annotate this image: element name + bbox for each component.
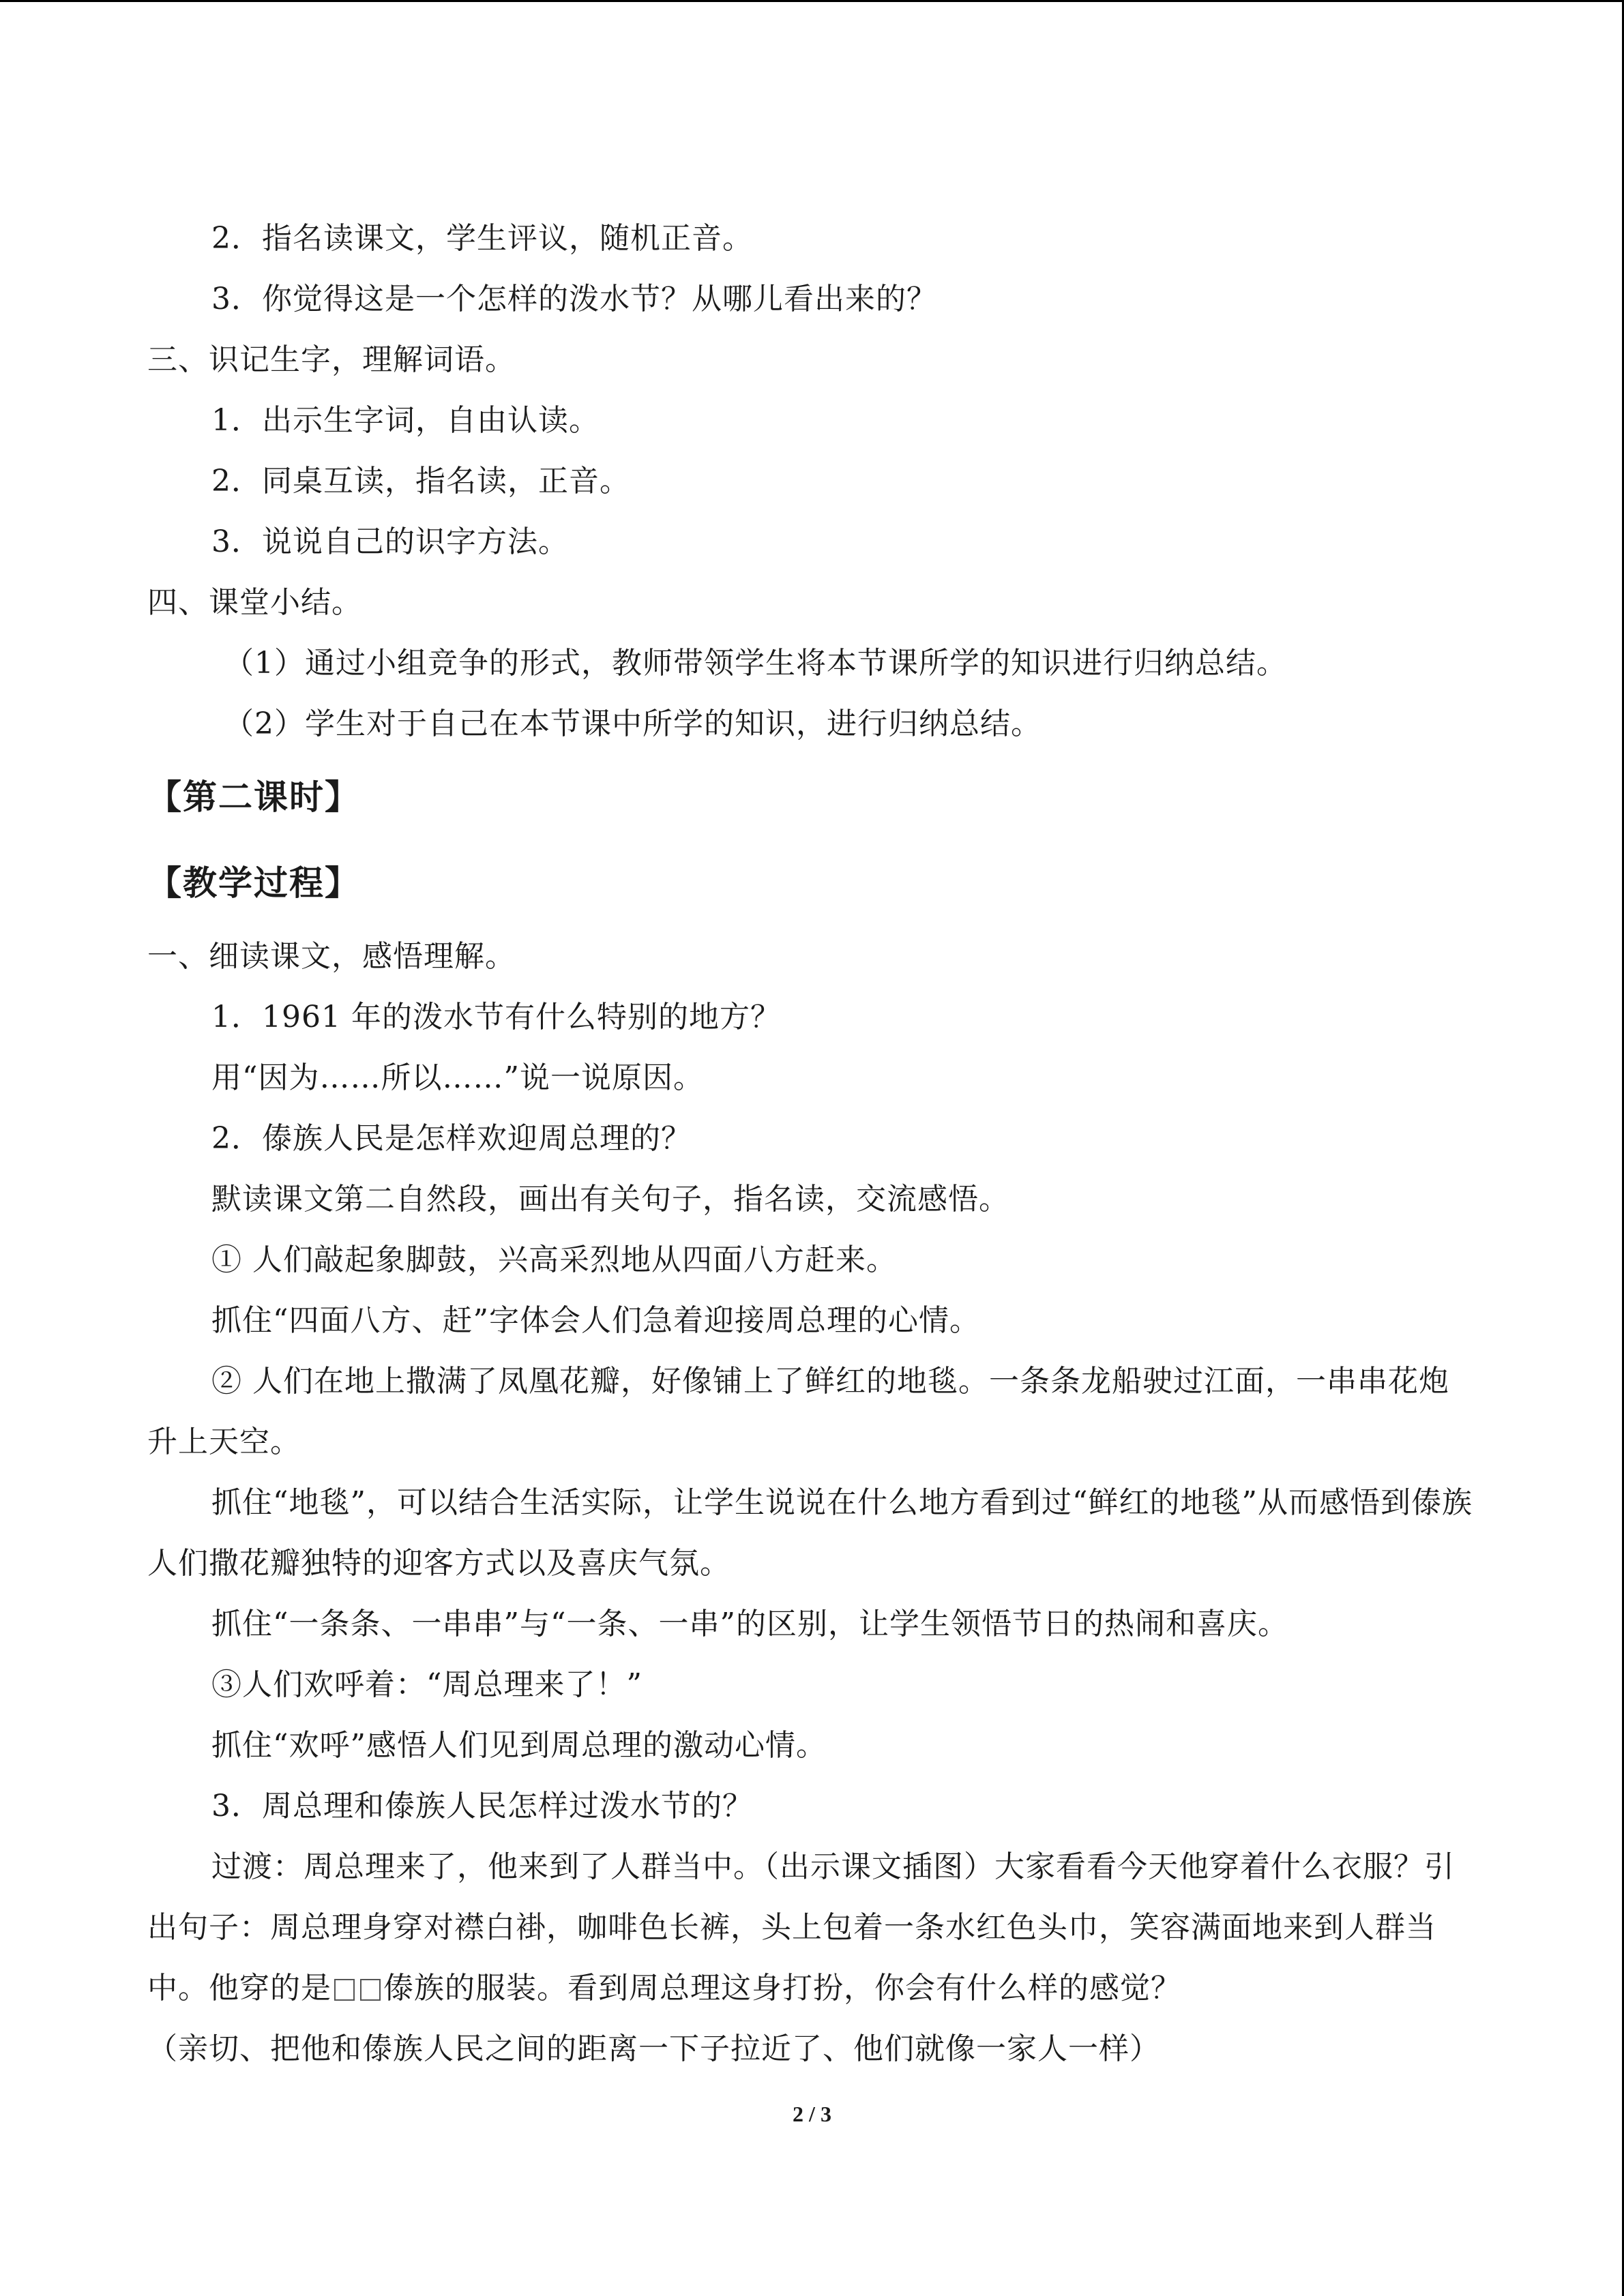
page-number: 2 / 3 bbox=[793, 2102, 831, 2126]
blank-box bbox=[334, 1979, 355, 2001]
quote-item: ③人们欢呼着：“周总理来了！” bbox=[211, 1667, 643, 1702]
lesson-heading: 【第二课时】 bbox=[147, 777, 360, 817]
summary-line: （2）学生对于自己在本节课中所学的知识，进行归纳总结。 bbox=[224, 706, 1042, 741]
note-line: 抓住“四面八方、赶”字体会人们急着迎接周总理的心情。 bbox=[211, 1303, 980, 1338]
question-line: 3．周总理和傣族人民怎样过泼水节的？ bbox=[211, 1789, 753, 1823]
section-title: 四、课堂小结。 bbox=[147, 585, 362, 620]
blank-box bbox=[360, 1979, 381, 2001]
transition-text-a: 过渡：周总理来了，他来到了人群当中。（出示课文插图）大家看看今天他穿着什么衣服？引出句子：周总理身穿对襟白褂，咖啡色长裤，头上包着一条水红色头巾，笑容满面地来到人群当中。他穿的是 bbox=[147, 1849, 1455, 2006]
quote-item-paragraph: ② 人们在地上撒满了凤凰花瓣，好像铺上了鲜红的地毯。一条条龙船驶过江面，一串串花炮升上天空。 bbox=[147, 1364, 1449, 1459]
step-line: 3．你觉得这是一个怎样的泼水节？从哪儿看出来的？ bbox=[211, 282, 937, 316]
answer-line: （亲切、把他和傣族人民之间的距离一下子拉近了、他们就像一家人一样） bbox=[147, 2031, 1160, 2066]
question-line: 2．傣族人民是怎样欢迎周总理的？ bbox=[211, 1121, 692, 1156]
transition-text-b: 傣族的服装。看到周总理这身打扮，你会有什么样的感觉？ bbox=[383, 1971, 1181, 2006]
step-line: 2．同桌互读，指名读，正音。 bbox=[211, 464, 630, 498]
quote-item: ① 人们敲起象脚鼓，兴高采烈地从四面八方赶来。 bbox=[211, 1242, 897, 1277]
note-paragraph: 抓住“地毯”，可以结合生活实际，让学生说说在什么地方看到过“鲜红的地毯”从而感悟到傣族人们撒花瓣独特的迎客方式以及喜庆气氛。 bbox=[147, 1485, 1473, 1581]
section-title: 一、细读课文，感悟理解。 bbox=[147, 939, 516, 974]
question-line: 1．1961 年的泼水节有什么特别的地方？ bbox=[211, 1000, 781, 1034]
step-line: 1．出示生字词，自由认读。 bbox=[211, 403, 600, 438]
page-top-border bbox=[0, 0, 1624, 2]
instruction-line: 用“因为……所以……”说一说原因。 bbox=[211, 1060, 704, 1095]
section-title: 三、识记生字，理解词语。 bbox=[147, 342, 516, 377]
note-line: 抓住“欢呼”感悟人们见到周总理的激动心情。 bbox=[211, 1728, 827, 1763]
transition-paragraph bbox=[147, 1836, 1477, 2018]
step-line: 3．说说自己的识字方法。 bbox=[211, 524, 569, 559]
step-line: 2．指名读课文，学生评议，随机正音。 bbox=[211, 221, 753, 256]
instruction-line: 默读课文第二自然段，画出有关句子，指名读，交流感悟。 bbox=[211, 1182, 1009, 1217]
process-heading: 【教学过程】 bbox=[147, 863, 360, 903]
note-line: 抓住“一条条、一串串”与“一条、一串”的区别，让学生领悟节日的热闹和喜庆。 bbox=[211, 1607, 1288, 1641]
page-content bbox=[147, 208, 1477, 2079]
summary-line: （1）通过小组竞争的形式，教师带领学生将本节课所学的知识进行归纳总结。 bbox=[224, 646, 1287, 681]
